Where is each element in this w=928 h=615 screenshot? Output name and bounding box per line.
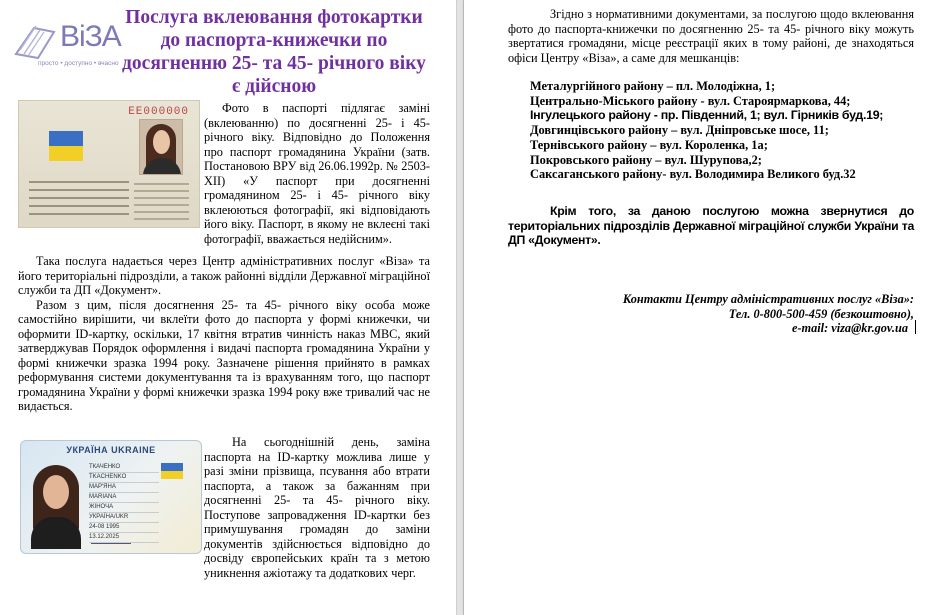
paragraph-intro: Згідно з нормативними документами, за послугою щодо вклеювання фото до паспорта-книжечки по досягненню 25- та 45- річного віку можуть звертатися громадяни, місце реєстрації яких в тому районі, де знаходяться офіси Центру «Віза», а саме для мешканців:	[508, 7, 914, 65]
paragraph-2: Така послуга надається через Центр адміністративних послуг «Віза» та його територіальні підрозділи, а також районні відділи Державної міграційної служби та ДП «Документ».	[18, 254, 430, 297]
contacts-block	[524, 292, 914, 336]
paragraph-block-middle	[18, 254, 430, 414]
paragraph-3: Разом з цим, після досягнення 25- та 45- річного віку особа може самостійно вирішити, чи вклеїти фото до паспорта у формі книжечки, чи оформити ID-картку, оскільки, 17 квітня втратив чинність наказ МВС, який затверджував Порядок оформлення і видачі паспорта громадянина України у формі книжечки зразка 1994 року. Зазначене рішення прийнято в рамках реформування системи документування та із врахуванням того, що паспорт громадянина України у формі книжечки зразка 1994 року вже тривалий час не видається.	[18, 297, 430, 413]
paragraph-extra-block	[508, 204, 914, 248]
page-title: Послуга вклеювання фотокартки до паспорта-книжечки по досягненню 25- та 45- річного віку є дійсною	[122, 7, 426, 97]
address-item: Саксаганського району- вул. Володимира Великого буд.32	[530, 167, 856, 182]
paragraph-intro-block	[508, 7, 914, 65]
paragraph-photo-replacement	[18, 101, 430, 246]
address-item: Покровського району – вул. Шурупова,2;	[530, 152, 762, 167]
document-page-right	[464, 0, 928, 615]
page-gutter	[456, 0, 464, 615]
paragraph-4: На сьогоднішній день, заміна паспорта на ID-картку можлива лише у разі зміни прізвища, псування або втрати паспорта, а також за бажанням при досягненні 25- та 45- річного віку. Поступове запровадження ID-картки без примушування громадян до заміни документів здійснюється відповідно до досвіду європейських країн та з метою уникнення ажіотажу та додаткових черг.	[204, 435, 430, 580]
document-page-left	[0, 0, 456, 615]
logo-brand: ВіЗА	[60, 20, 121, 53]
text-cursor	[915, 320, 916, 334]
address-item: Тернівського району – вул. Короленка, 1а;	[530, 137, 768, 152]
contacts-heading: Контакти Центру адміністративних послуг «Віза»:	[622, 292, 914, 306]
address-item: Центрально-Міського району - вул. Староярмаркова, 44;	[530, 93, 851, 108]
address-item: Металургійного району – пл. Молодіжна, 1;	[530, 79, 776, 93]
book-logo-icon	[10, 14, 60, 64]
logo-tagline: просто • доступно • вчасно	[38, 60, 119, 67]
address-list	[530, 79, 920, 182]
paragraph-1: Фото в паспорті підлягає заміні (вклеюванню) по досягненні 25- і 45- річного віку. Відповідно до Положення про паспорт громадянина України (затв. Постановою ВРУ від 26.06.1992р. № 2503-XII) «У паспорт при досягненні громадянином 25- і 45- річного віку вклеюються фотографії, які відповідають його віку. Паспорт, в якому не вклеєні такі фотографії, вважається недійсним».	[204, 101, 430, 246]
contacts-email[interactable]: e-mail: viza@kr.gov.ua	[792, 321, 908, 335]
paragraph-block-id-card	[18, 435, 430, 580]
contacts-phone: Тел. 0-800-500-459 (безкоштовно),	[728, 306, 914, 321]
address-item: Інгулецького району - пр. Південний, 1; вул. Гірників буд.19;	[530, 108, 884, 123]
id-card-header: УКРАЇНА UKRAINE	[66, 445, 156, 455]
passport-serial: ЕЕ000000	[128, 106, 189, 118]
id-card-fields: ТКАЧЕНКО TKACHENKO МАР'ЯНА MARIANA ЖІНОЧА УКРАЇНА/UKR 24-08 1995 13.12.2025	[89, 463, 159, 543]
paragraph-extra: Крім того, за даною послугою можна звернутися до територіальних підрозділів Державної міграційної служби України та ДП «Документ».	[508, 204, 914, 247]
address-item: Довгинцівського району – вул. Дніпровське шосе, 11;	[530, 123, 829, 138]
viza-logo	[10, 10, 121, 80]
